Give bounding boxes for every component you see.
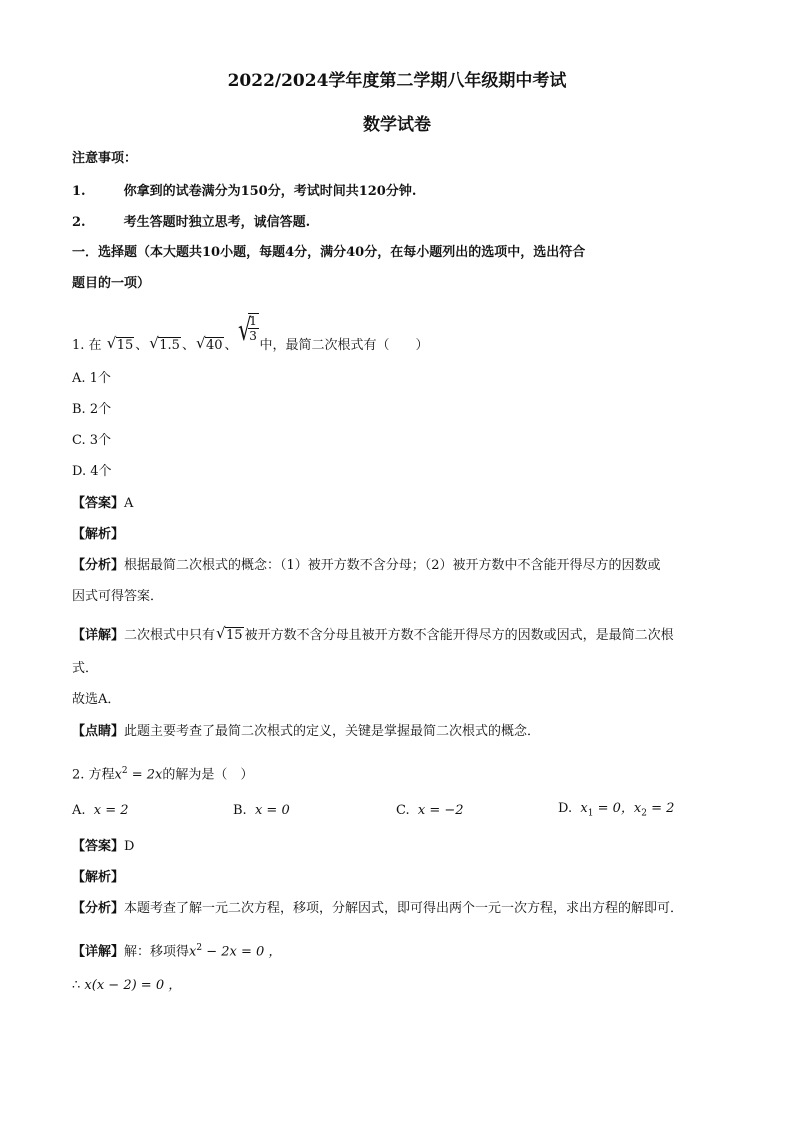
option-label: A.: [72, 803, 86, 818]
q1-conclusion: 故选A．: [72, 692, 121, 707]
radicand: 15: [116, 338, 134, 353]
radicand: 40: [205, 338, 223, 353]
q2-option-c: [396, 802, 464, 820]
math-subscript: 2: [641, 808, 647, 819]
dianjing-tag: 【点睛】: [72, 724, 125, 739]
q1-suffix: 中，最简二次根式有（ ）: [259, 338, 429, 353]
option-expr: = 2: [646, 801, 675, 816]
answer-value: D: [124, 839, 135, 854]
detail-text: 解：移项得: [124, 944, 190, 960]
option-expr: x: [580, 801, 588, 816]
sqrt-fraction: √ $\frac{1}{3}$: [237, 313, 257, 348]
answer-value: A: [124, 496, 134, 511]
option-expr: x = 2: [93, 803, 129, 818]
note-number: 2.: [72, 215, 86, 230]
note-text: 你拿到的试卷满分为150分，考试时间共120分钟.: [123, 184, 417, 199]
q2-option-d: [558, 800, 674, 823]
option-expr: x: [633, 801, 642, 816]
option-label: C.: [396, 803, 410, 818]
answer-tag: 【答案】: [72, 496, 125, 511]
notes-heading: 注意事项：: [72, 151, 138, 166]
q2-step: [72, 977, 181, 995]
detail-tag: 【详解】: [72, 944, 125, 960]
note-item-2: [72, 214, 310, 232]
q1-detail: [72, 624, 674, 645]
q2-option-b: [233, 802, 290, 820]
fenxi-text: 本题考查了解一元二次方程，移项，分解因式，即可得出两个一元一次方程，求出方程的解即可．: [124, 901, 684, 916]
sqrt-40: √ 40: [195, 334, 223, 353]
separator: 、: [224, 338, 238, 353]
q2-analysis-tag: 【解析】: [72, 870, 125, 885]
fenxi-tag: 【分析】: [72, 558, 125, 573]
fraction-numerator: 1: [249, 314, 257, 328]
math-exponent: 2: [196, 943, 203, 953]
exam-title: 2022/2024学年度第二学期八年级期中考试: [227, 71, 567, 91]
math-var: x: [114, 767, 122, 783]
q1-option-b: B. 2个: [72, 402, 112, 417]
fenxi-tag: 【分析】: [72, 901, 125, 916]
radicand: 15: [226, 628, 243, 643]
q1-option-c: C. 3个: [72, 433, 112, 448]
q2-prefix: 2. 方程: [72, 767, 115, 783]
answer-tag: 【答案】: [72, 839, 125, 854]
q1-dianjing: [72, 723, 540, 741]
q2-detail: [72, 939, 281, 961]
option-label: D.: [558, 801, 573, 816]
q1-option-d: D. 4个: [72, 464, 112, 479]
q2-fenxi: [72, 900, 683, 918]
q2-option-a: [72, 802, 129, 820]
exam-subtitle: 数学试卷: [363, 115, 431, 135]
dianjing-text: 此题主要考查了最简二次根式的定义，关键是掌握最简二次根式的概念．: [124, 724, 541, 739]
note-text: 考生答题时独立思考，诚信答题.: [123, 215, 311, 230]
option-expr: x = 0: [254, 803, 290, 818]
math-expr: = 2x: [127, 767, 163, 783]
option-label: B.: [233, 803, 247, 818]
sqrt-15: √ 15: [106, 334, 134, 353]
separator: 、: [135, 338, 149, 353]
section-heading-line1: 一．选择题（本大题共10小题，每题4分，满分40分，在每小题列出的选项中，选出符合: [72, 245, 586, 260]
q1-analysis-tag: 【解析】: [72, 527, 125, 542]
q1-option-a: A. 1个: [72, 371, 111, 386]
q1-detail-line2: 式．: [72, 661, 99, 676]
sqrt-15: √ 15: [216, 624, 243, 643]
fenxi-text: 根据最简二次根式的概念：（1）被开方数不含分母；（2）被开方数中不含能开得尽方的因数或: [124, 558, 661, 573]
question-1: [72, 313, 429, 355]
math-subscript: 1: [587, 808, 594, 819]
q1-prefix: 1. 在: [72, 338, 102, 353]
note-item-1: [72, 183, 416, 201]
option-expr: x = −2: [417, 803, 464, 818]
math-var: x: [189, 944, 197, 960]
q2-answer: [72, 838, 134, 856]
separator: 、: [181, 338, 195, 353]
sqrt-1-5: √ 1.5: [149, 334, 180, 353]
q1-fenxi-line1: [72, 557, 661, 575]
option-expr: = 0，: [593, 801, 634, 816]
detail-text: 二次根式中只有: [124, 628, 216, 643]
radicand: 1.5: [159, 338, 180, 353]
therefore-symbol: ∴: [72, 978, 81, 993]
question-2: [72, 762, 253, 784]
note-number: 1.: [72, 184, 86, 199]
math-exponent: 2: [121, 766, 128, 776]
math-expr: x(x − 2) = 0 ，: [84, 978, 182, 993]
q2-suffix: 的解为是（ ）: [162, 767, 254, 783]
math-expr: − 2x = 0 ，: [202, 944, 282, 960]
fraction-denominator: 3: [249, 329, 257, 343]
q1-fenxi-line2: 因式可得答案．: [72, 589, 164, 604]
q1-answer: [72, 495, 133, 513]
section-heading-line2: 题目的一项）: [72, 276, 151, 291]
detail-text: 被开方数不含分母且被开方数不含能开得尽方的因数或因式，是最简二次根: [244, 628, 674, 643]
detail-tag: 【详解】: [72, 628, 125, 643]
